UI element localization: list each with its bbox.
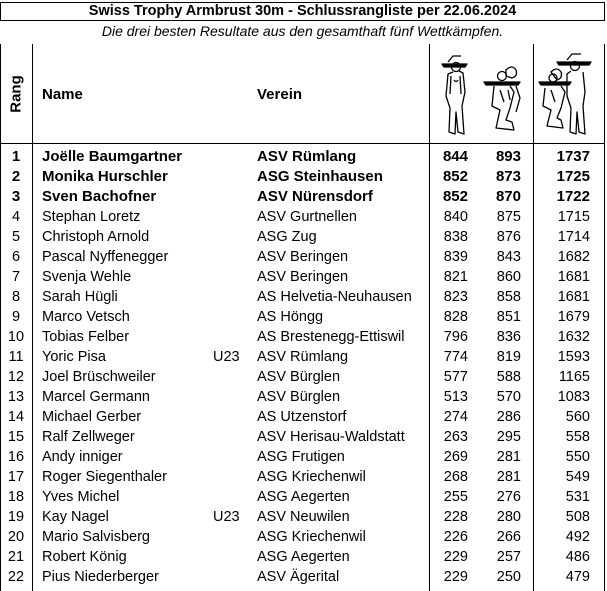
table-row bbox=[0, 307, 605, 327]
club-cell: ASV Neuwilen bbox=[257, 509, 350, 525]
total-cell: 558 bbox=[565, 429, 590, 445]
table-row bbox=[0, 147, 605, 167]
total-cell: 1165 bbox=[558, 369, 590, 385]
name-cell: Mario Salvisberg bbox=[42, 529, 150, 545]
table-row bbox=[0, 447, 605, 467]
score-kneeling-cell: 893 bbox=[495, 148, 521, 165]
score-kneeling-cell: 819 bbox=[496, 349, 521, 365]
name-cell: Monika Hurschler bbox=[42, 168, 168, 185]
name-cell: Robert König bbox=[42, 549, 127, 565]
club-cell: ASG Aegerten bbox=[257, 549, 350, 565]
score-standing-cell: 823 bbox=[443, 289, 468, 305]
score-standing-cell: 229 bbox=[443, 569, 468, 585]
rank-cell: 22 bbox=[7, 569, 25, 585]
score-kneeling-cell: 570 bbox=[496, 389, 521, 405]
score-kneeling-cell: 281 bbox=[496, 449, 521, 465]
table-row bbox=[0, 507, 605, 527]
score-standing-cell: 852 bbox=[442, 168, 468, 185]
score-standing-cell: 840 bbox=[443, 209, 468, 225]
score-kneeling-cell: 286 bbox=[496, 409, 521, 425]
score-kneeling-cell: 280 bbox=[496, 509, 521, 525]
table-row bbox=[0, 347, 605, 367]
club-cell: AS Helvetia-Neuhausen bbox=[257, 289, 412, 305]
rank-cell: 3 bbox=[11, 188, 21, 205]
score-kneeling-cell: 860 bbox=[496, 269, 521, 285]
total-cell: 1682 bbox=[557, 249, 590, 265]
total-cell: 1681 bbox=[557, 289, 590, 305]
rank-cell: 16 bbox=[7, 449, 25, 465]
score-standing-cell: 828 bbox=[443, 309, 468, 325]
table-row bbox=[0, 527, 605, 547]
total-cell: 1632 bbox=[557, 329, 590, 345]
name-cell: Sven Bachofner bbox=[42, 188, 157, 205]
club-cell: ASV Beringen bbox=[257, 249, 349, 265]
name-cell: Yoric Pisa bbox=[42, 349, 106, 365]
table-row bbox=[0, 327, 605, 347]
name-cell: Joel Brüschweiler bbox=[42, 369, 156, 385]
table-row bbox=[0, 247, 605, 267]
name-cell: Roger Siegenthaler bbox=[42, 469, 167, 485]
score-kneeling-cell: 870 bbox=[495, 188, 521, 205]
total-cell: 1679 bbox=[557, 309, 590, 325]
name-cell: Kay Nagel bbox=[42, 509, 109, 525]
club-cell: ASV Rümlang bbox=[257, 148, 357, 165]
total-cell: 1725 bbox=[556, 168, 590, 185]
total-cell: 1714 bbox=[557, 229, 590, 245]
rank-cell: 17 bbox=[7, 469, 25, 485]
name-cell: Andy inniger bbox=[42, 449, 123, 465]
total-cell: 1681 bbox=[557, 269, 590, 285]
club-cell: ASV Nürensdorf bbox=[257, 188, 373, 205]
total-cell: 479 bbox=[565, 569, 590, 585]
club-header: Verein bbox=[257, 86, 303, 103]
name-cell: Christoph Arnold bbox=[42, 229, 150, 245]
score-standing-cell: 577 bbox=[443, 369, 468, 385]
rank-cell: 15 bbox=[7, 429, 25, 445]
rank-cell: 20 bbox=[7, 529, 25, 545]
score-standing-cell: 821 bbox=[443, 269, 468, 285]
name-header: Name bbox=[42, 86, 83, 103]
score-standing-cell: 268 bbox=[443, 469, 468, 485]
score-kneeling-cell: 873 bbox=[495, 168, 521, 185]
score-standing-cell: 513 bbox=[443, 389, 468, 405]
name-cell: Michael Gerber bbox=[42, 409, 142, 425]
table-row bbox=[0, 427, 605, 447]
rank-cell: 7 bbox=[11, 269, 21, 285]
name-cell: Stephan Loretz bbox=[42, 209, 141, 225]
score-standing-cell: 839 bbox=[443, 249, 468, 265]
score-kneeling-cell: 281 bbox=[496, 469, 521, 485]
score-kneeling-cell: 836 bbox=[496, 329, 521, 345]
score-kneeling-cell: 875 bbox=[496, 209, 521, 225]
score-standing-cell: 852 bbox=[442, 188, 468, 205]
name-cell: Joëlle Baumgartner bbox=[42, 148, 183, 165]
score-kneeling-cell: 257 bbox=[496, 549, 521, 565]
club-cell: ASV Gurtnellen bbox=[257, 209, 357, 225]
score-kneeling-cell: 266 bbox=[496, 529, 521, 545]
score-standing-cell: 774 bbox=[443, 349, 468, 365]
total-cell: 1715 bbox=[557, 209, 590, 225]
score-kneeling-cell: 876 bbox=[496, 229, 521, 245]
kneeling-shooter-icon bbox=[480, 62, 528, 138]
name-cell: Pius Niederberger bbox=[42, 569, 159, 585]
rank-cell: 11 bbox=[8, 349, 24, 365]
score-standing-cell: 263 bbox=[443, 429, 468, 445]
rank-cell: 8 bbox=[11, 289, 21, 305]
standing-and-kneeling-shooters-icon bbox=[537, 48, 595, 138]
table-row bbox=[0, 487, 605, 507]
name-cell: Ralf Zellweger bbox=[42, 429, 135, 445]
total-cell: 492 bbox=[565, 529, 590, 545]
rank-cell: 10 bbox=[7, 329, 25, 345]
rank-cell: 18 bbox=[7, 489, 25, 505]
header-divider bbox=[0, 143, 605, 144]
name-cell: Svenja Wehle bbox=[42, 269, 132, 285]
club-cell: ASG Frutigen bbox=[257, 449, 345, 465]
name-cell: Pascal Nyffenegger bbox=[42, 249, 169, 265]
score-standing-cell: 226 bbox=[443, 529, 468, 545]
rank-cell: 4 bbox=[11, 209, 21, 225]
total-cell: 549 bbox=[565, 469, 590, 485]
rank-cell: 5 bbox=[11, 229, 21, 245]
score-standing-cell: 838 bbox=[443, 229, 468, 245]
name-cell: Yves Michel bbox=[42, 489, 120, 505]
club-cell: ASG Aegerten bbox=[257, 489, 350, 505]
total-cell: 531 bbox=[565, 489, 590, 505]
total-cell: 508 bbox=[565, 509, 590, 525]
name-cell: Tobias Felber bbox=[42, 329, 130, 345]
page-subtitle: Die drei besten Resultate aus den gesamthaft fünf Wettkämpfen. bbox=[101, 23, 504, 39]
table-row bbox=[0, 167, 605, 187]
table-row bbox=[0, 567, 605, 587]
rank-cell: 13 bbox=[7, 389, 25, 405]
club-cell: ASV Bürglen bbox=[257, 389, 341, 405]
table-row bbox=[0, 227, 605, 247]
table-row bbox=[0, 387, 605, 407]
club-cell: AS Brestenegg-Ettiswil bbox=[257, 329, 405, 345]
table-row bbox=[0, 547, 605, 567]
club-cell: ASV Herisau-Waldstatt bbox=[257, 429, 405, 445]
category-cell: U23 bbox=[213, 349, 240, 365]
table-row bbox=[0, 187, 605, 207]
score-standing-cell: 274 bbox=[443, 409, 468, 425]
total-cell: 1593 bbox=[557, 349, 590, 365]
score-kneeling-cell: 858 bbox=[496, 289, 521, 305]
rank-cell: 12 bbox=[7, 369, 25, 385]
total-cell: 1083 bbox=[557, 389, 590, 405]
total-cell: 1722 bbox=[556, 188, 590, 205]
rank-cell: 19 bbox=[7, 509, 25, 525]
score-standing-cell: 269 bbox=[443, 449, 468, 465]
total-cell: 1737 bbox=[556, 148, 590, 165]
score-kneeling-cell: 295 bbox=[496, 429, 521, 445]
score-kneeling-cell: 250 bbox=[496, 569, 521, 585]
name-cell: Marcel Germann bbox=[42, 389, 150, 405]
club-cell: ASG Zug bbox=[257, 229, 317, 245]
score-standing-cell: 228 bbox=[443, 509, 468, 525]
score-kneeling-cell: 276 bbox=[496, 489, 521, 505]
score-kneeling-cell: 843 bbox=[496, 249, 521, 265]
club-cell: ASV Beringen bbox=[257, 269, 349, 285]
score-standing-cell: 229 bbox=[443, 549, 468, 565]
rank-cell: 21 bbox=[7, 549, 25, 565]
club-cell: ASG Kriechenwil bbox=[257, 529, 366, 545]
table-row bbox=[0, 407, 605, 427]
rank-cell: 2 bbox=[11, 168, 21, 185]
total-cell: 486 bbox=[565, 549, 590, 565]
club-cell: AS Utzenstorf bbox=[257, 409, 347, 425]
score-standing-cell: 255 bbox=[443, 489, 468, 505]
score-kneeling-cell: 588 bbox=[496, 369, 521, 385]
score-standing-cell: 796 bbox=[443, 329, 468, 345]
club-cell: ASV Ägerital bbox=[257, 569, 340, 585]
rank-cell: 1 bbox=[11, 148, 21, 165]
club-cell: ASG Kriechenwil bbox=[257, 469, 366, 485]
category-cell: U23 bbox=[213, 509, 240, 525]
score-standing-cell: 844 bbox=[442, 148, 468, 165]
total-cell: 560 bbox=[565, 409, 590, 425]
table-row bbox=[0, 287, 605, 307]
table-row bbox=[0, 367, 605, 387]
page-title: Swiss Trophy Armbrust 30m - Schlussrangliste per 22.06.2024 bbox=[0, 2, 605, 21]
table-row bbox=[0, 267, 605, 287]
standing-shooter-icon bbox=[435, 50, 475, 138]
rank-header: Rang bbox=[7, 75, 25, 113]
club-cell: ASV Rümlang bbox=[257, 349, 349, 365]
club-cell: ASG Steinhausen bbox=[257, 168, 383, 185]
club-cell: ASV Bürglen bbox=[257, 369, 341, 385]
name-cell: Sarah Hügli bbox=[42, 289, 118, 305]
total-cell: 550 bbox=[565, 449, 590, 465]
rank-cell: 6 bbox=[11, 249, 21, 265]
club-cell: AS Höngg bbox=[257, 309, 324, 325]
rank-cell: 9 bbox=[11, 309, 21, 325]
score-kneeling-cell: 851 bbox=[496, 309, 521, 325]
table-row bbox=[0, 467, 605, 487]
name-cell: Marco Vetsch bbox=[42, 309, 130, 325]
rank-cell: 14 bbox=[7, 409, 25, 425]
table-row bbox=[0, 207, 605, 227]
